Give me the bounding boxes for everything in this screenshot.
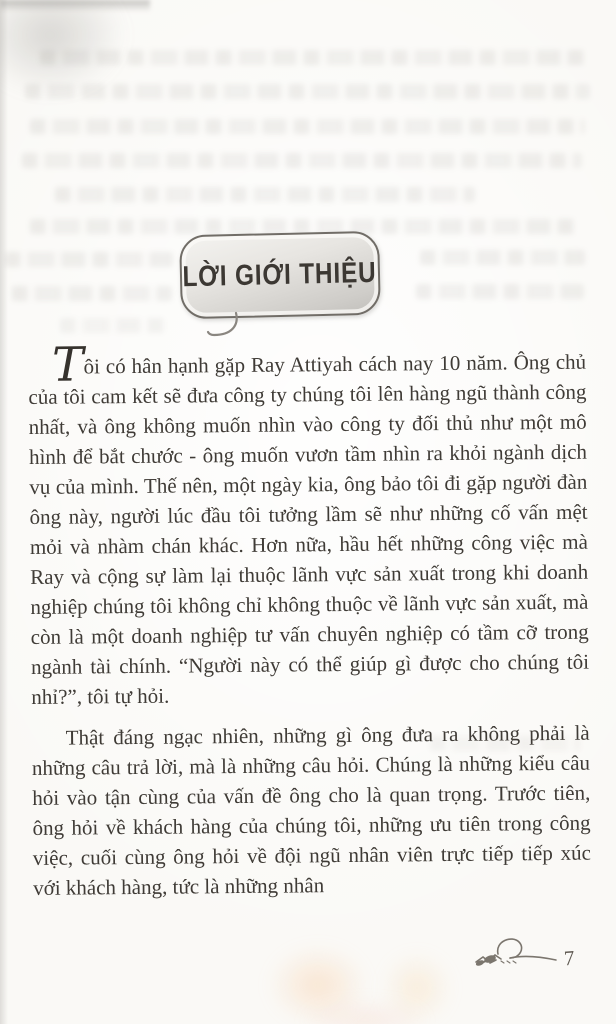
bleed-through-line <box>420 250 585 265</box>
bleed-through-line <box>30 119 585 134</box>
body-text <box>28 337 591 903</box>
bleed-through-line <box>60 318 168 333</box>
bleed-through-line <box>416 284 584 299</box>
paragraph <box>32 718 592 903</box>
bleed-through-line <box>12 286 172 301</box>
paragraph-text: ôi có hân hạnh gặp Ray Attiyah cách nay 10 năm. Ông chủ của tôi cam kết sẽ đưa công ty chúng tôi lên hàng ngũ thành công nhất, và ông không muốn nhìn vào công ty đối thủ như một mô hình để bắt chước - ông muốn vươn tầm nhìn ra khỏi ngành dịch vụ của mình. Thế nên, một ngày kia, ông bảo tôi đi gặp người đàn ông này, người lúc đầu tôi tưởng lầm sẽ như những cố vấn mệt mỏi và nhàm chán khác. Hơn nữa, hầu hết những công việc mà Ray và cộng sự làm lại thuộc lãnh vực sản xuất trong khi doanh nghiệp chúng tôi không chỉ không thuộc về lãnh vực sản xuất, mà còn là một doanh nghiệp tư vấn chuyên nghiệp có tầm cỡ trong ngành tài chính. “Người này có thể giúp gì được cho chúng tôi nhỉ?”, tôi tự hỏi. <box>28 349 590 709</box>
bleed-through-line <box>25 84 590 99</box>
page-number: 7 <box>562 945 575 971</box>
bleed-through-line <box>22 153 582 168</box>
paragraph <box>28 337 590 712</box>
bleed-through-line <box>55 187 475 202</box>
page-footer <box>468 932 580 980</box>
badge-tail-icon <box>206 311 252 343</box>
chapter-heading-badge <box>179 231 381 320</box>
sketch-doodle-icon <box>468 932 568 976</box>
page-left-edge-shade <box>0 0 8 1024</box>
paragraph-text: Thật đáng ngạc nhiên, những gì ông đưa ra không phải là những câu trả lời, mà là những câu hỏi. Chúng là những kiểu câu hỏi vào tận cùng của vấn đề ông cho là quan trọng. Trước tiên, ông hỏi về khách hàng của chúng tôi, những ưu tiên trong công việc, cuối cùng ông hỏi về đội ngũ nhân viên trực tiếp tiếp xúc với khách hàng, tức là những nhân <box>31 720 591 900</box>
dropcap-letter: T <box>51 337 83 393</box>
scan-color-blotch <box>300 1000 430 1024</box>
scan-color-blotch <box>382 952 452 1024</box>
bleed-through-line <box>40 50 585 65</box>
scan-color-blotch <box>268 945 368 1024</box>
bleed-through-line <box>5 252 173 267</box>
chapter-heading-label: LỜI GIỚI THIỆU <box>182 256 378 293</box>
page-top-edge-shade <box>0 0 150 12</box>
corner-shadow <box>0 0 125 95</box>
